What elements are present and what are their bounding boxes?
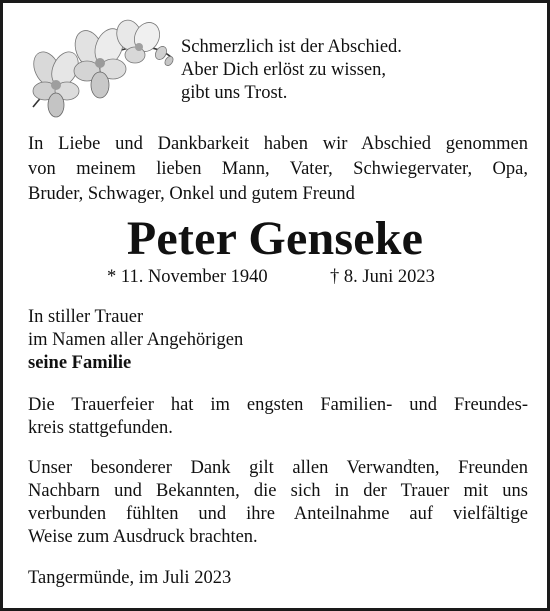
thanks-paragraph [28, 457, 528, 549]
ceremony-paragraph [28, 394, 528, 440]
death-date: † 8. Juni 2023 [330, 267, 435, 287]
thanks-line: verbunden fühlten und ihre Anteilnahme auf vielfältige [28, 504, 528, 524]
orchid-flower-icon [25, 19, 175, 123]
thanks-line: Weise zum Ausdruck brachten. [28, 527, 258, 547]
intro-line: In Liebe und Dankbarkeit haben wir Abschied genommen [28, 134, 528, 154]
ceremony-line: Die Trauerfeier hat im engsten Familien- und Freundes- [28, 395, 528, 415]
birth-date: * 11. November 1940 [107, 267, 268, 287]
ceremony-line: kreis stattgefunden. [28, 418, 173, 438]
verse [181, 36, 402, 105]
verse-line: Schmerzlich ist der Abschied. [181, 37, 402, 57]
intro-line: von meinem lieben Mann, Vater, Schwiegervater, Opa, [28, 159, 528, 179]
place-date-text: Tangermünde, im Juli 2023 [28, 568, 232, 588]
verse-line: gibt uns Trost. [181, 83, 288, 103]
intro-line: Bruder, Schwager, Onkel und gutem Freund [28, 184, 355, 204]
mourning-line: In stiller Trauer [28, 307, 144, 327]
intro-paragraph [28, 132, 528, 207]
verse-line: Aber Dich erlöst zu wissen, [181, 60, 386, 80]
thanks-line: Nachbarn und Bekannten, die sich in der Trauer mit uns [28, 481, 528, 501]
mourning-line: im Namen aller Angehörigen [28, 330, 244, 350]
thanks-line: Unser besonderer Dank gilt allen Verwandten, Freunden [28, 458, 528, 478]
family-signature: seine Familie [28, 353, 132, 373]
mourning-block [28, 306, 528, 375]
place-and-date [28, 567, 528, 590]
deceased-name: Peter Genseke [126, 212, 424, 265]
